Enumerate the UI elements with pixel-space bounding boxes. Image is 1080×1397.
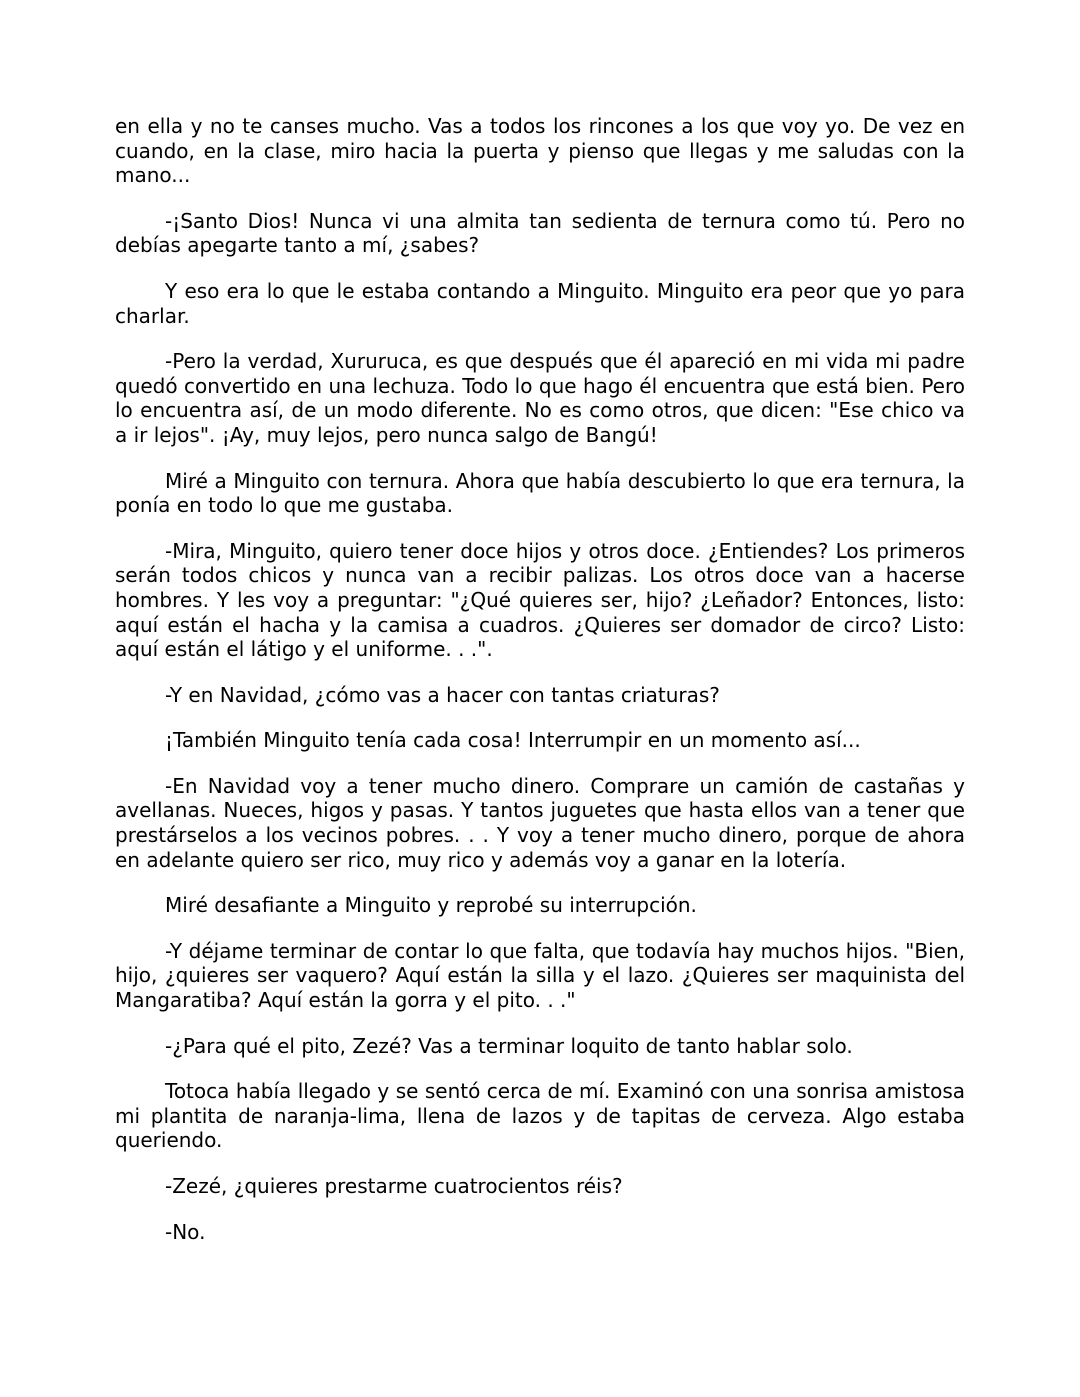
paragraph: -Mira, Minguito, quiero tener doce hijos y otros doce. ¿Entiendes? Los primeros serán todos chicos y nunca van a recibir palizas. Los otros doce van a hacerse hombres. Y les voy a preguntar: "¿Qué quieres ser, hijo? ¿Leñador? Entonces, listo: aquí están el hacha y la camisa a cuadros. ¿Quieres ser domador de circo? Listo: aquí están el látigo y el uniforme. . .". bbox=[115, 538, 965, 662]
paragraph: Y eso era lo que le estaba contando a Minguito. Minguito era peor que yo para charlar. bbox=[115, 278, 965, 328]
paragraph: en ella y no te canses mucho. Vas a todos los rincones a los que voy yo. De vez en cuando, en la clase, miro hacia la puerta y pienso que llegas y me saludas con la mano... bbox=[115, 114, 965, 188]
paragraph: -Pero la verdad, Xururuca, es que después que él apareció en mi vida mi padre quedó convertido en una lechuza. Todo lo que hago él encuentra que está bien. Pero lo encuentra así, de un modo diferente. No es como otros, que dicen: "Ese chico va a ir lejos". ¡Ay, muy lejos, pero nunca salgo de Bangú! bbox=[115, 349, 965, 447]
paragraph: -Zezé, ¿quieres prestarme cuatrocientos réis? bbox=[165, 1174, 623, 1198]
paragraph: Totoca había llegado y se sentó cerca de mí. Examinó con una sonrisa amistosa mi plantita de naranja-lima, llena de lazos y de tapitas de cerveza. Algo estaba queriendo. bbox=[115, 1079, 965, 1153]
paragraph: -¿Para qué el pito, Zezé? Vas a terminar loquito de tanto hablar solo. bbox=[165, 1033, 853, 1058]
paragraph: -En Navidad voy a tener mucho dinero. Comprare un camión de castañas y avellanas. Nueces, higos y pasas. Y tantos juguetes que hasta ellos van a tener que prestárselos a los vecinos pobres. . . Y voy a tener mucho dinero, porque de ahora en adelante quiero ser rico, muy rico y además voy a ganar en la lotería. bbox=[115, 773, 965, 872]
paragraph: ¡También Minguito tenía cada cosa! Interrumpir en un momento así... bbox=[165, 728, 861, 753]
document-page bbox=[115, 114, 965, 1244]
paragraph: Miré desafiante a Minguito y reprobé su interrupción. bbox=[165, 893, 697, 918]
paragraph: -¡Santo Dios! Nunca vi una almita tan sedienta de ternura como tú. Pero no debías apegarte tanto a mí, ¿sabes? bbox=[115, 208, 965, 258]
paragraph: -No. bbox=[165, 1219, 206, 1244]
paragraph: Miré a Minguito con ternura. Ahora que había descubierto lo que era ternura, la ponía en todo lo que me gustaba. bbox=[115, 468, 965, 518]
paragraph: -Y en Navidad, ¿cómo vas a hacer con tantas criaturas? bbox=[165, 682, 720, 707]
paragraph: -Y déjame terminar de contar lo que falta, que todavía hay muchos hijos. "Bien, hijo, ¿quieres ser vaquero? Aquí están la silla y el lazo. ¿Quieres ser maquinista del Mangaratiba? Aquí están la gorra y el pito. . ." bbox=[115, 938, 965, 1013]
